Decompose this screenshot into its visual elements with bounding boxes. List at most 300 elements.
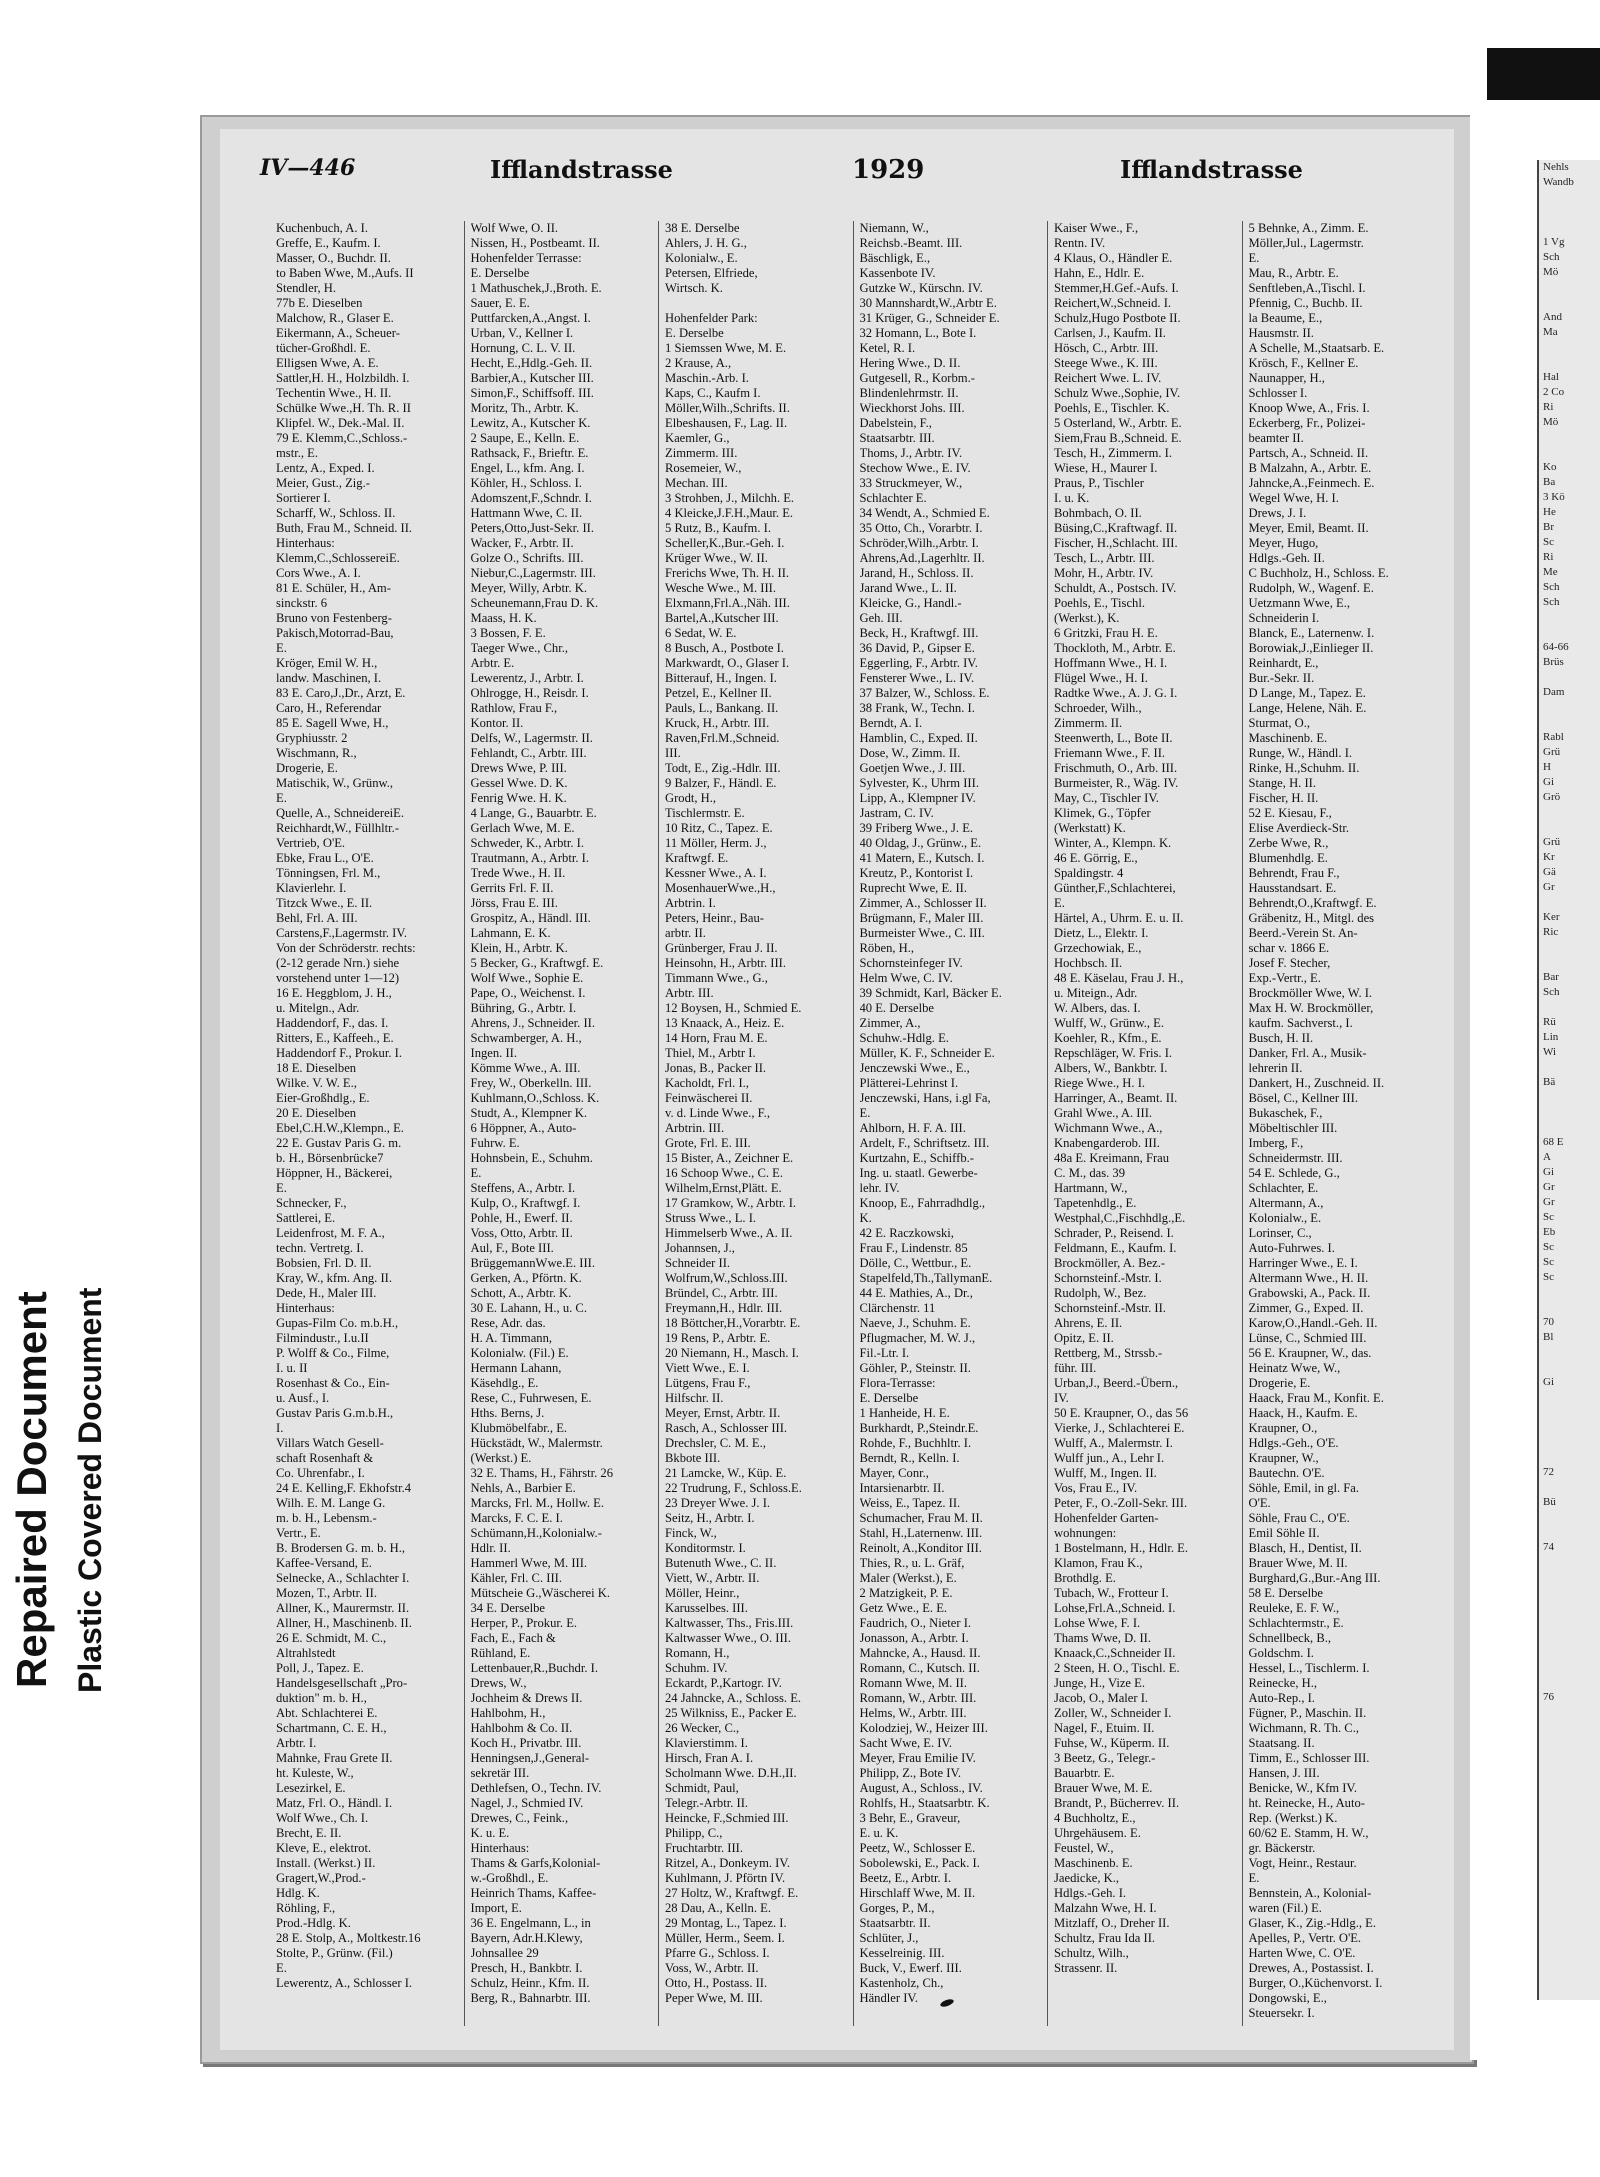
directory-entry: 36 David, P., Gipser E. xyxy=(859,641,975,655)
directory-entry: Zoller, W., Schneider I. xyxy=(1054,1706,1172,1720)
directory-entry: 29 Montag, L., Tapez. I. xyxy=(665,1916,787,1930)
directory-entry: Lohse Wwe, F. I. xyxy=(1054,1616,1141,1630)
adjacent-page-fragment: Br xyxy=(1543,521,1554,533)
directory-entry: Gerlach Wwe, M. E. xyxy=(470,821,575,835)
directory-entry: Tapetenhdlg., E. xyxy=(1054,1196,1137,1210)
directory-entry: Steffens, A., Arbtr. I. xyxy=(470,1181,576,1195)
directory-entry: Ardelt, F., Schriftsetz. III. xyxy=(859,1136,990,1150)
adjacent-page-fragment: Brüs xyxy=(1543,656,1564,668)
directory-entry: Jenczewski Wwe., E., xyxy=(859,1061,970,1075)
directory-entry: Thiel, M., Arbtr I. xyxy=(665,1046,756,1060)
directory-entry: Beetz, E., Arbtr. I. xyxy=(859,1871,952,1885)
directory-entry: Reichhardt,W., Füllhltr.- xyxy=(276,821,400,835)
directory-entry: 42 E. Raczkowski, xyxy=(859,1226,954,1240)
directory-entry: Kaemler, G., xyxy=(665,431,730,445)
directory-entry: 16 E. Heggblom, J. H., xyxy=(276,986,392,1000)
directory-entry: Steege Wwe., K. III. xyxy=(1054,356,1158,370)
directory-entry: Röhling, F., xyxy=(276,1901,336,1915)
directory-entry: Burmeister Wwe., C. III. xyxy=(859,926,985,940)
adjacent-page-fragment xyxy=(1539,1285,1600,1300)
directory-entry: Vertr., E. xyxy=(276,1526,321,1540)
directory-column-3 xyxy=(659,221,854,2026)
directory-entry: 23 Dreyer Wwe. J. I. xyxy=(665,1496,771,1510)
directory-entry: Drogerie, E. xyxy=(276,761,338,775)
directory-entry: Hamblin, C., Exped. II. xyxy=(859,731,978,745)
directory-entry: 35 Otto, Ch., Vorarbtr. I. xyxy=(859,521,983,535)
directory-entry: Scheunemann,Frau D. K. xyxy=(470,596,599,610)
directory-entry: Krüger Wwe., W. II. xyxy=(665,551,768,565)
directory-entry: Haddendorf F., Prokur. I. xyxy=(276,1046,402,1060)
directory-entry: 12 Boysen, H., Schmied E. xyxy=(665,1001,802,1015)
directory-entry: Zimmerm. II. xyxy=(1054,716,1123,730)
directory-entry: (Werkst.) E. xyxy=(470,1451,532,1465)
adjacent-page-fragment: Hal xyxy=(1543,371,1559,383)
directory-entry: Behrendt,O.,Kraftwgf. E. xyxy=(1248,896,1377,910)
directory-entry: Vierke, J., Schlachterei E. xyxy=(1054,1421,1185,1435)
directory-entry: BrüggemannWwe.E. III. xyxy=(470,1256,595,1270)
directory-entry: techn. Vertretg. I. xyxy=(276,1241,364,1255)
directory-entry: Kaps, C., Kaufm I. xyxy=(665,386,761,400)
directory-entry: Delfs, W., Lagermstr. II. xyxy=(470,731,593,745)
directory-entry: Köhler, H., Schloss. I. xyxy=(470,476,582,490)
adjacent-page-fragment xyxy=(1539,940,1600,955)
directory-entry: Wolf Wwe, O. II. xyxy=(470,221,559,235)
scan-document-labels xyxy=(0,1180,108,1800)
adjacent-page-fragment: Bä xyxy=(1543,1076,1556,1088)
directory-entry: Kolonialw., E. xyxy=(665,251,738,265)
directory-entry: E. u. K. xyxy=(859,1826,899,1840)
directory-entry: Blindenlehrmstr. II. xyxy=(859,386,959,400)
directory-entry: Drechsler, C. M. E., xyxy=(665,1436,766,1450)
directory-entry: Dongowski, E., xyxy=(1248,1991,1327,2005)
directory-entry: Goldschm. I. xyxy=(1248,1646,1314,1660)
directory-entry: Kleve, E., elektrot. xyxy=(276,1841,372,1855)
directory-entry: Hering Wwe., D. II. xyxy=(859,356,961,370)
adjacent-page-fragment xyxy=(1539,1120,1600,1135)
directory-entry: Behl, Frl. A. III. xyxy=(276,911,358,925)
directory-entry: Urban,J., Beerd.-Übern., xyxy=(1054,1376,1179,1390)
directory-entry: H. A. Timmann, xyxy=(470,1331,553,1345)
directory-entry: 39 Schmidt, Karl, Bäcker E. xyxy=(859,986,1002,1000)
adjacent-page-strip xyxy=(1537,160,1600,2000)
directory-entry: E. xyxy=(276,1181,287,1195)
directory-entry: m. b. H., Lebensm.- xyxy=(276,1511,377,1525)
directory-entry: 30 Mannshardt,W.,Arbtr E. xyxy=(859,296,997,310)
directory-entry: Exp.-Vertr., E. xyxy=(1248,971,1321,985)
directory-entry: 77b E. Dieselben xyxy=(276,296,363,310)
directory-entry: Pauls, L., Bankang. II. xyxy=(665,701,779,715)
directory-entry: Wiese, H., Maurer I. xyxy=(1054,461,1158,475)
directory-entry: Struss Wwe., L. I. xyxy=(665,1211,757,1225)
directory-entry: 13 Knaack, A., Heiz. E. xyxy=(665,1016,785,1030)
directory-entry: Kruck, H., Arbtr. III. xyxy=(665,716,770,730)
directory-entry: Müller, K. F., Schneider E. xyxy=(859,1046,995,1060)
directory-entry: Beck, H., Kraftwgf. III. xyxy=(859,626,979,640)
directory-entry: Steenwerth, L., Bote II. xyxy=(1054,731,1173,745)
directory-entry: Lahmann, E. K. xyxy=(470,926,551,940)
directory-entry: lehrerin II. xyxy=(1248,1061,1303,1075)
directory-entry: (Werkst.), K. xyxy=(1054,611,1120,625)
adjacent-page-fragment: 76 xyxy=(1543,1691,1554,1703)
directory-entry: Danker, Frl. A., Musik- xyxy=(1248,1046,1367,1060)
directory-entry: Heinsohn, H., Arbtr. III. xyxy=(665,956,787,970)
directory-entry: Pflugmacher, M. W. J., xyxy=(859,1331,976,1345)
directory-entry: w.-Großhdl., E. xyxy=(470,1871,549,1885)
directory-entry: Hochbsch. II. xyxy=(1054,956,1123,970)
directory-entry: Hecht, E.,Hdlg.-Geh. II. xyxy=(470,356,593,370)
directory-entry: Reinecke, H., xyxy=(1248,1676,1318,1690)
directory-entry: Schuhw.-Hdlg. E. xyxy=(859,1031,949,1045)
directory-entry: Philipp, Z., Bote IV. xyxy=(859,1766,962,1780)
directory-entry: Fenrig Wwe. H. K. xyxy=(470,791,567,805)
directory-entry: 50 E. Kraupner, O., das 56 xyxy=(1054,1406,1189,1420)
directory-entry: Mozen, T., Arbtr. II. xyxy=(276,1586,377,1600)
directory-entry: Busch, H. II. xyxy=(1248,1031,1314,1045)
directory-entry: Schümann,H.,Kolonialw.- xyxy=(470,1526,602,1540)
adjacent-page-fragment xyxy=(1539,625,1600,640)
directory-entry: Wichmann, R. Th. C., xyxy=(1248,1721,1359,1735)
directory-entry: Koehler, R., Kfm., E. xyxy=(1054,1031,1162,1045)
directory-entry: Schwamberger, A. H., xyxy=(470,1031,582,1045)
directory-entry: Hahn, E., Hdlr. E. xyxy=(1054,266,1145,280)
directory-entry: Drews, J. I. xyxy=(1248,506,1307,520)
repaired-document-label: Repaired Document xyxy=(8,1291,55,1689)
directory-entry: Frey, W., Oberkelln. III. xyxy=(470,1076,592,1090)
directory-entry: tücher-Großhdl. E. xyxy=(276,341,371,355)
directory-entry: Schulz, Heinr., Kfm. II. xyxy=(470,1976,590,1990)
adjacent-page-fragment xyxy=(1539,205,1600,220)
directory-entry: Lorinser, C., xyxy=(1248,1226,1312,1240)
directory-entry: Plätterei-Lehrinst I. xyxy=(859,1076,959,1090)
directory-entry: Timmann Wwe., G., xyxy=(665,971,768,985)
directory-entry: Elise Averdieck-Str. xyxy=(1248,821,1349,835)
directory-entry: Wieckhorst Johs. III. xyxy=(859,401,965,415)
directory-entry: E. xyxy=(276,1961,287,1975)
directory-entry: P. Wolff & Co., Filme, xyxy=(276,1346,390,1360)
directory-entry: Von der Schröderstr. rechts: xyxy=(276,941,416,955)
directory-entry: 5 Behnke, A., Zimm. E. xyxy=(1248,221,1369,235)
street-title-left: Ifflandstrasse xyxy=(490,155,673,184)
directory-entry: Sobolewski, E., Pack. I. xyxy=(859,1856,980,1870)
directory-entry: Grünberger, Frau J. II. xyxy=(665,941,778,955)
directory-entry: Ketel, R. I. xyxy=(859,341,916,355)
directory-entry: Stahl, H.,Laternenw. III. xyxy=(859,1526,983,1540)
directory-entry: Fensterer Wwe., L. IV. xyxy=(859,671,975,685)
directory-entry: Friemann Wwe., F. II. xyxy=(1054,746,1166,760)
directory-entry: Winter, A., Klempn. K. xyxy=(1054,836,1172,850)
directory-entry: Eier-Großhdlg., E. xyxy=(276,1091,370,1105)
directory-entry: Naunapper, H., xyxy=(1248,371,1325,385)
adjacent-page-fragment xyxy=(1539,610,1600,625)
directory-entry: beamter II. xyxy=(1248,431,1304,445)
directory-entry: Romann, H., xyxy=(665,1646,730,1660)
directory-entry: Schartmann, C. E. H., xyxy=(276,1721,387,1735)
directory-entry: 85 E. Sagell Wwe, H., xyxy=(276,716,389,730)
directory-entry: Kontor. II. xyxy=(470,716,524,730)
directory-entry: Bartel,A.,Kutscher III. xyxy=(665,611,779,625)
directory-entry: Hdlgs.-Geh. I. xyxy=(1054,1886,1127,1900)
directory-entry: Romann Wwe, M. II. xyxy=(859,1676,967,1690)
directory-column-4 xyxy=(854,221,1049,2026)
directory-entry: Auto-Rep., I. xyxy=(1248,1691,1315,1705)
directory-entry: Jochheim & Drews II. xyxy=(470,1691,583,1705)
adjacent-page-fragment xyxy=(1539,805,1600,820)
directory-entry: Romann, C., Kutsch. II. xyxy=(859,1661,980,1675)
directory-entry: Gerken, A., Pförtn. K. xyxy=(470,1271,582,1285)
adjacent-page-fragment: 2 Co xyxy=(1543,386,1565,398)
directory-entry: IV. xyxy=(1054,1391,1069,1405)
directory-entry: 44 E. Mathies, A., Dr., xyxy=(859,1286,973,1300)
directory-entry: Wolf Wwe., Sophie E. xyxy=(470,971,584,985)
directory-entry: Wacker, F., Arbtr. II. xyxy=(470,536,574,550)
adjacent-page-fragment: Rabl xyxy=(1543,731,1564,743)
directory-entry: 5 Becker, G., Kraftwgf. E. xyxy=(470,956,604,970)
adjacent-page-fragment xyxy=(1539,1405,1600,1420)
adjacent-page-fragment: Sc xyxy=(1543,1211,1554,1223)
directory-entry: Haack, H., Kaufm. E. xyxy=(1248,1406,1358,1420)
adjacent-page-fragment xyxy=(1539,1570,1600,1585)
directory-entry: arbtr. II. xyxy=(665,926,706,940)
directory-entry: Flora-Terrasse: xyxy=(859,1376,936,1390)
directory-entry: Repschläger, W. Fris. I. xyxy=(1054,1046,1173,1060)
directory-columns xyxy=(270,221,1436,2026)
directory-entry: 28 Dau, A., Kelln. E. xyxy=(665,1901,771,1915)
adjacent-page-fragment xyxy=(1539,670,1600,685)
directory-entry: Schlachter E. xyxy=(859,491,927,505)
directory-entry: Bkbote III. xyxy=(665,1451,721,1465)
directory-entry: Weiss, E., Tapez. II. xyxy=(859,1496,961,1510)
directory-entry: 10 Ritz, C., Tapez. E. xyxy=(665,821,773,835)
directory-entry: Kaltwasser, Ths., Fris.III. xyxy=(665,1616,794,1630)
directory-entry: 1 Hanheide, H. E. xyxy=(859,1406,950,1420)
directory-entry: K. u. E. xyxy=(470,1826,510,1840)
directory-entry: Matischik, W., Grünw., xyxy=(276,776,394,790)
adjacent-page-fragment xyxy=(1539,715,1600,730)
directory-entry: 15 Bister, A., Zeichner E. xyxy=(665,1151,794,1165)
adjacent-page-fragment xyxy=(1539,1660,1600,1675)
directory-entry: Simon,F., Schiffsoff. III. xyxy=(470,386,594,400)
directory-entry: Rudolph, W., Bez. xyxy=(1054,1286,1147,1300)
directory-entry: Käsehdlg., E. xyxy=(470,1376,539,1390)
directory-column-2 xyxy=(465,221,660,2026)
directory-entry: 18 E. Dieselben xyxy=(276,1061,357,1075)
directory-entry: Gessel Wwe. D. K. xyxy=(470,776,568,790)
directory-entry: Flügel Wwe., H. I. xyxy=(1054,671,1148,685)
adjacent-page-fragment xyxy=(1539,1105,1600,1120)
directory-entry: Bukaschek, F., xyxy=(1248,1106,1323,1120)
directory-entry: Rathlow, Frau F., xyxy=(470,701,558,715)
directory-entry: 1 Bostelmann, H., Hdlr. E. xyxy=(1054,1541,1188,1555)
adjacent-page-fragment: Dam xyxy=(1543,686,1565,698)
adjacent-page-fragment xyxy=(1539,1390,1600,1405)
adjacent-page-fragment xyxy=(1539,340,1600,355)
directory-entry: Burger, O.,Küchenvorst. I. xyxy=(1248,1976,1383,1990)
directory-entry: Elbeshausen, F., Lag. II. xyxy=(665,416,788,430)
directory-entry: Henningsen,J.,General- xyxy=(470,1751,590,1765)
directory-entry: Meyer, Hugo, xyxy=(1248,536,1319,550)
adjacent-page-fragment: Bü xyxy=(1543,1496,1556,1508)
directory-entry: Eckardt, P.,Kartogr. IV. xyxy=(665,1676,782,1690)
directory-entry: Tischlermstr. E. xyxy=(665,806,745,820)
directory-entry: Josef F. Stecher, xyxy=(1248,956,1331,970)
adjacent-page-fragment: Ric xyxy=(1543,926,1559,938)
directory-entry: Quelle, A., SchneidereiE. xyxy=(276,806,404,820)
adjacent-page-fragment xyxy=(1539,1675,1600,1690)
directory-entry: Schneider II. xyxy=(665,1256,731,1270)
directory-entry: Schrader, P., Reisend. I. xyxy=(1054,1226,1174,1240)
directory-entry: Ebel,C.H.W.,Klempn., E. xyxy=(276,1121,404,1135)
directory-entry: Hattmann Wwe, C. II. xyxy=(470,506,583,520)
directory-entry: Gustav Paris G.m.b.H., xyxy=(276,1406,394,1420)
directory-entry: Frau F., Lindenstr. 85 xyxy=(859,1241,968,1255)
directory-entry: lehr. IV. xyxy=(859,1181,900,1195)
directory-entry: Adomszent,F.,Schndr. I. xyxy=(470,491,592,505)
directory-entry: to Baben Wwe, M.,Aufs. II xyxy=(276,266,414,280)
directory-entry: 6 Höppner, A., Auto- xyxy=(470,1121,577,1135)
directory-entry: 2 Saupe, E., Kelln. E. xyxy=(470,431,580,445)
directory-entry: 3 Strohben, J., Milchh. E. xyxy=(665,491,795,505)
directory-entry: Fischer, H.,Schlacht. III. xyxy=(1054,536,1178,550)
directory-entry: Reinolt, A.,Konditor III. xyxy=(859,1541,982,1555)
directory-entry: I. xyxy=(276,1421,284,1435)
directory-entry: Co. Uhrenfabr., I. xyxy=(276,1466,365,1480)
directory-entry: 58 E. Derselbe xyxy=(1248,1586,1323,1600)
directory-entry: schaft Rosenhaft & xyxy=(276,1451,374,1465)
directory-entry: Kolonialw., E. xyxy=(1248,1211,1322,1225)
directory-entry: Wolfrum,W.,Schloss.III. xyxy=(665,1271,788,1285)
directory-entry: 34 Wendt, A., Schmied E. xyxy=(859,506,990,520)
directory-entry: 16 Schoop Wwe., C. E. xyxy=(665,1166,783,1180)
directory-entry: Blasch, H., Dentist, II. xyxy=(1248,1541,1362,1555)
directory-entry: Hdlgs.-Geh. II. xyxy=(1248,551,1325,565)
directory-entry: Hilfschr. II. xyxy=(665,1391,724,1405)
directory-entry: Studt, A., Klempner K. xyxy=(470,1106,587,1120)
directory-entry: Schlachter, E. xyxy=(1248,1181,1319,1195)
adjacent-page-fragment xyxy=(1539,1480,1600,1495)
directory-entry: Sattlerei, E. xyxy=(276,1211,336,1225)
directory-entry: 36 E. Engelmann, L., in xyxy=(470,1916,591,1930)
directory-entry: Staatsarbtr. III. xyxy=(859,431,935,445)
directory-entry: Hartmann, W., xyxy=(1054,1181,1128,1195)
directory-entry: Frerichs Wwe, Th. H. II. xyxy=(665,566,790,580)
directory-entry: u. Miteign., Adr. xyxy=(1054,986,1138,1000)
directory-entry: Jenczewski, Hans, i.gl Fa, xyxy=(859,1091,991,1105)
directory-entry: Klipfel. W., Dek.-Mal. II. xyxy=(276,416,405,430)
directory-entry: Kolodziej, W., Heizer III. xyxy=(859,1721,988,1735)
directory-entry: 32 Homann, L., Bote I. xyxy=(859,326,977,340)
directory-entry: Klubmöbelfabr., E. xyxy=(470,1421,568,1435)
directory-entry: Herper, P., Prokur. E. xyxy=(470,1616,578,1630)
directory-entry: Grabowski, A., Pack. II. xyxy=(1248,1286,1371,1300)
directory-entry: Uetzmann Wwe, E., xyxy=(1248,596,1351,610)
directory-entry: ht. Kuleste, W., xyxy=(276,1766,354,1780)
directory-entry: Hdlgs.-Geh., O'E. xyxy=(1248,1436,1339,1450)
directory-entry: Schott, A., Arbtr. K. xyxy=(470,1286,572,1300)
directory-entry: Matz, Frl. O., Händl. I. xyxy=(276,1796,393,1810)
directory-entry: Philipp, C., xyxy=(665,1826,723,1840)
directory-entry: Lewerentz, A., Schlosser I. xyxy=(276,1976,413,1990)
directory-entry: Allner, H., Maschinenb. II. xyxy=(276,1616,412,1630)
directory-entry: Faudrich, O., Nieter I. xyxy=(859,1616,972,1630)
directory-entry: Schornsteinf.-Mstr. II. xyxy=(1054,1301,1166,1315)
directory-entry: Bautechn. O'E. xyxy=(1248,1466,1325,1480)
directory-entry: Hohenfelder Terrasse: xyxy=(470,251,582,265)
directory-entry: Jarand, H., Schloss. II. xyxy=(859,566,974,580)
directory-entry: Fruchtarbtr. III. xyxy=(665,1841,743,1855)
directory-entry: Hohenfelder Garten- xyxy=(1054,1511,1159,1525)
directory-entry: Söhle, Frau C., O'E. xyxy=(1248,1511,1350,1525)
directory-entry: 60/62 E. Stamm, H. W., xyxy=(1248,1826,1369,1840)
directory-entry: Elxmann,Frl.A.,Näh. III. xyxy=(665,596,790,610)
adjacent-page-fragment: Gi xyxy=(1543,1166,1554,1178)
directory-entry: Freymann,H., Hdlr. III. xyxy=(665,1301,783,1315)
directory-entry: 37 Balzer, W., Schloss. E. xyxy=(859,686,990,700)
directory-entry: Jahncke,A.,Feinmech. E. xyxy=(1248,476,1375,490)
directory-entry: Zimmer, A., Schlosser II. xyxy=(859,896,987,910)
directory-entry: Göhler, P., Steinstr. II. xyxy=(859,1361,971,1375)
directory-entry: Hausmstr. II. xyxy=(1248,326,1314,340)
adjacent-page-fragment: H xyxy=(1543,761,1551,773)
adjacent-page-fragment: Gr xyxy=(1543,1181,1555,1193)
directory-entry: Mahncke, A., Hausd. II. xyxy=(859,1646,981,1660)
directory-entry: August, A., Schloss., IV. xyxy=(859,1781,983,1795)
adjacent-page-fragment xyxy=(1539,1555,1600,1570)
directory-entry: Kaffee-Versand, E. xyxy=(276,1556,372,1570)
directory-entry: Buck, V., Ewerf. III. xyxy=(859,1961,962,1975)
directory-entry: Thockloth, M., Arbtr. E. xyxy=(1054,641,1176,655)
directory-entry: schar v. 1866 E. xyxy=(1248,941,1330,955)
directory-entry: Maschinenb. E. xyxy=(1054,1856,1133,1870)
directory-entry: Grodt, H., xyxy=(665,791,717,805)
directory-entry: Abt. Schlachterei E. xyxy=(276,1706,378,1720)
directory-entry: Bitterauf, H., Ingen. I. xyxy=(665,671,777,685)
directory-entry: Bühring, G., Arbtr. I. xyxy=(470,1001,577,1015)
directory-entry: Senftleben,A.,Tischl. I. xyxy=(1248,281,1366,295)
directory-entry: Ahlborn, H. F. A. III. xyxy=(859,1121,966,1135)
directory-entry: Knabengarderob. III. xyxy=(1054,1136,1160,1150)
directory-entry: 21 Lamcke, W., Küp. E. xyxy=(665,1466,787,1480)
directory-entry: Brothdlg. E. xyxy=(1054,1571,1116,1585)
directory-entry: Blumenhdlg. E. xyxy=(1248,851,1328,865)
directory-entry: Drews, W., xyxy=(470,1676,527,1690)
directory-entry: Brecht, E. II. xyxy=(276,1826,342,1840)
directory-entry: Kastenholz, Ch., xyxy=(859,1976,944,1990)
adjacent-page-fragment xyxy=(1539,1525,1600,1540)
directory-entry: Brockmöller, A. Bez.- xyxy=(1054,1256,1166,1270)
directory-entry: Villars Watch Gesell- xyxy=(276,1436,384,1450)
directory-entry: Hückstädt, W., Malermstr. xyxy=(470,1436,603,1450)
adjacent-page-fragment: Kr xyxy=(1543,851,1555,863)
adjacent-page-fragment: Sch xyxy=(1543,986,1560,998)
directory-entry: Auto-Fuhrwes. I. xyxy=(1248,1241,1335,1255)
directory-entry: Dose, W., Zimm. II. xyxy=(859,746,961,760)
directory-entry: Bayern, Adr.H.Klewy, xyxy=(470,1931,583,1945)
directory-entry: Poehls, E., Tischl. xyxy=(1054,596,1145,610)
directory-entry: Pohle, H., Ewerf. II. xyxy=(470,1211,573,1225)
directory-entry: Petzel, E., Kellner II. xyxy=(665,686,772,700)
directory-entry: Sattler,H. H., Holzbildh. I. xyxy=(276,371,410,385)
directory-entry: Petersen, Elfriede, xyxy=(665,266,758,280)
directory-entry: Wichmann Wwe., A., xyxy=(1054,1121,1163,1135)
directory-entry: 11 Möller, Herm. J., xyxy=(665,836,767,850)
directory-entry: 30 E. Lahann, H., u. C. xyxy=(470,1301,587,1315)
directory-entry: 22 Trudrung, F., Schloss.E. xyxy=(665,1481,802,1495)
directory-entry: Nissen, H., Postbeamt. II. xyxy=(470,236,600,250)
directory-entry: Kömme Wwe., A. III. xyxy=(470,1061,581,1075)
directory-entry: Hausstandsart. E. xyxy=(1248,881,1337,895)
directory-entry: 26 E. Schmidt, M. C., xyxy=(276,1631,387,1645)
adjacent-page-fragment xyxy=(1539,1630,1600,1645)
